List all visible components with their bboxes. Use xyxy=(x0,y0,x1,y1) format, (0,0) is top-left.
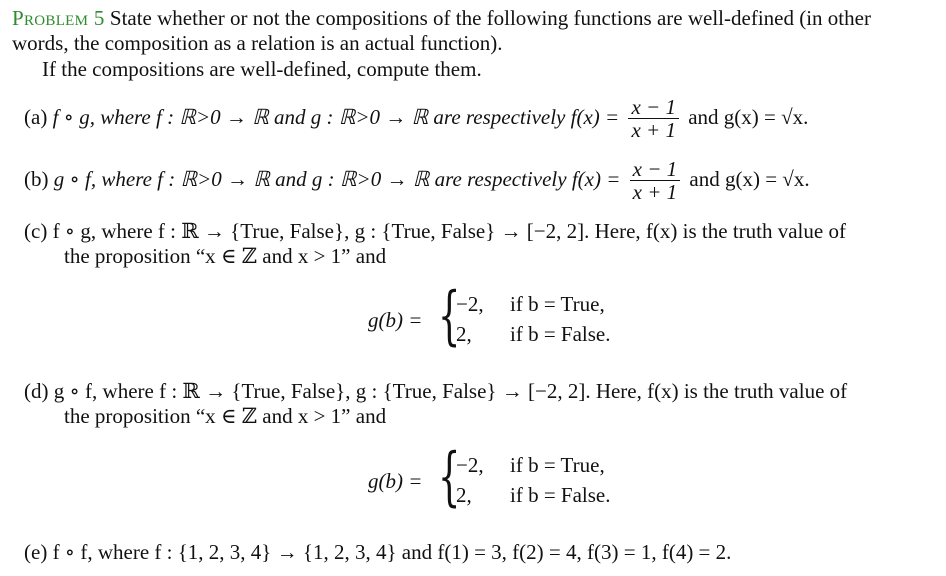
item-a-text: f ∘ g, where f : ℝ>0 → ℝ and g : ℝ>0 → ℝ are respectively f(x) = xyxy=(52,104,620,129)
item-b-frac-denominator: x + 1 xyxy=(632,180,678,205)
item-a-frac-denominator: x + 1 xyxy=(631,118,676,143)
item-a-fraction xyxy=(628,96,679,142)
item-c-case1-value: −2, xyxy=(456,292,484,316)
item-d-lhs: g(b) = xyxy=(368,469,423,493)
item-c-lhs: g(b) = xyxy=(368,308,423,332)
item-c-text-1: f ∘ g, where f : ℝ → {True, False}, g : {True, False} → [−2, 2]. Here, f(x) is the truth value of xyxy=(52,219,846,243)
item-b-fraction xyxy=(630,158,681,204)
intro-text-1: State whether or not the compositions of the following functions are well-defined (in other xyxy=(109,6,871,30)
problem-heading: Problem 5 xyxy=(12,6,105,30)
item-d-cases xyxy=(368,440,668,514)
item-d-case1-condition: if b = True, xyxy=(510,453,605,477)
item-c-case2-value: 2, xyxy=(456,322,472,346)
item-c-case1-condition: if b = True, xyxy=(510,292,605,316)
item-c-brace: { xyxy=(438,279,461,353)
item-a-label: (a) xyxy=(24,104,48,129)
item-b-frac-numerator: x − 1 xyxy=(630,158,681,181)
item-a xyxy=(24,96,808,142)
item-d-label: (d) xyxy=(24,379,49,403)
item-b xyxy=(24,158,810,204)
item-b-tail: and g(x) = √x. xyxy=(689,166,810,191)
item-d-case1-value: −2, xyxy=(456,453,484,477)
item-c-line-1 xyxy=(24,219,846,244)
item-e-label: (e) xyxy=(24,540,48,564)
problem-intro-line-3: If the compositions are well-defined, compute them. xyxy=(42,57,482,81)
item-d-line-2: the proposition “x ∈ ℤ and x > 1” and xyxy=(64,404,387,428)
item-a-frac-numerator: x − 1 xyxy=(628,96,679,119)
item-e-text: f ∘ f, where f : {1, 2, 3, 4} → {1, 2, 3, 4} and f(1) = 3, f(2) = 4, f(3) = 1, f(4) = 2. xyxy=(52,540,732,564)
item-b-text: g ∘ f, where f : ℝ>0 → ℝ and g : ℝ>0 → ℝ are respectively f(x) = xyxy=(53,166,621,191)
item-a-tail: and g(x) = √x. xyxy=(688,104,809,129)
item-c-label: (c) xyxy=(24,219,48,243)
item-d-brace: { xyxy=(438,440,461,514)
item-c-line-2: the proposition “x ∈ ℤ and x > 1” and xyxy=(64,244,387,268)
item-c-cases xyxy=(368,279,668,353)
item-b-label: (b) xyxy=(24,166,49,191)
item-d-text-1: g ∘ f, where f : ℝ → {True, False}, g : {True, False} → [−2, 2]. Here, f(x) is the truth value of xyxy=(53,379,848,403)
problem-intro-line-1 xyxy=(12,6,871,31)
problem-intro-line-2: words, the composition as a relation is an actual function). xyxy=(12,31,503,55)
item-c-case2-condition: if b = False. xyxy=(510,322,611,346)
item-d-line-1 xyxy=(24,379,847,404)
item-e xyxy=(24,540,731,565)
item-d-case2-value: 2, xyxy=(456,483,472,507)
item-d-case2-condition: if b = False. xyxy=(510,483,611,507)
